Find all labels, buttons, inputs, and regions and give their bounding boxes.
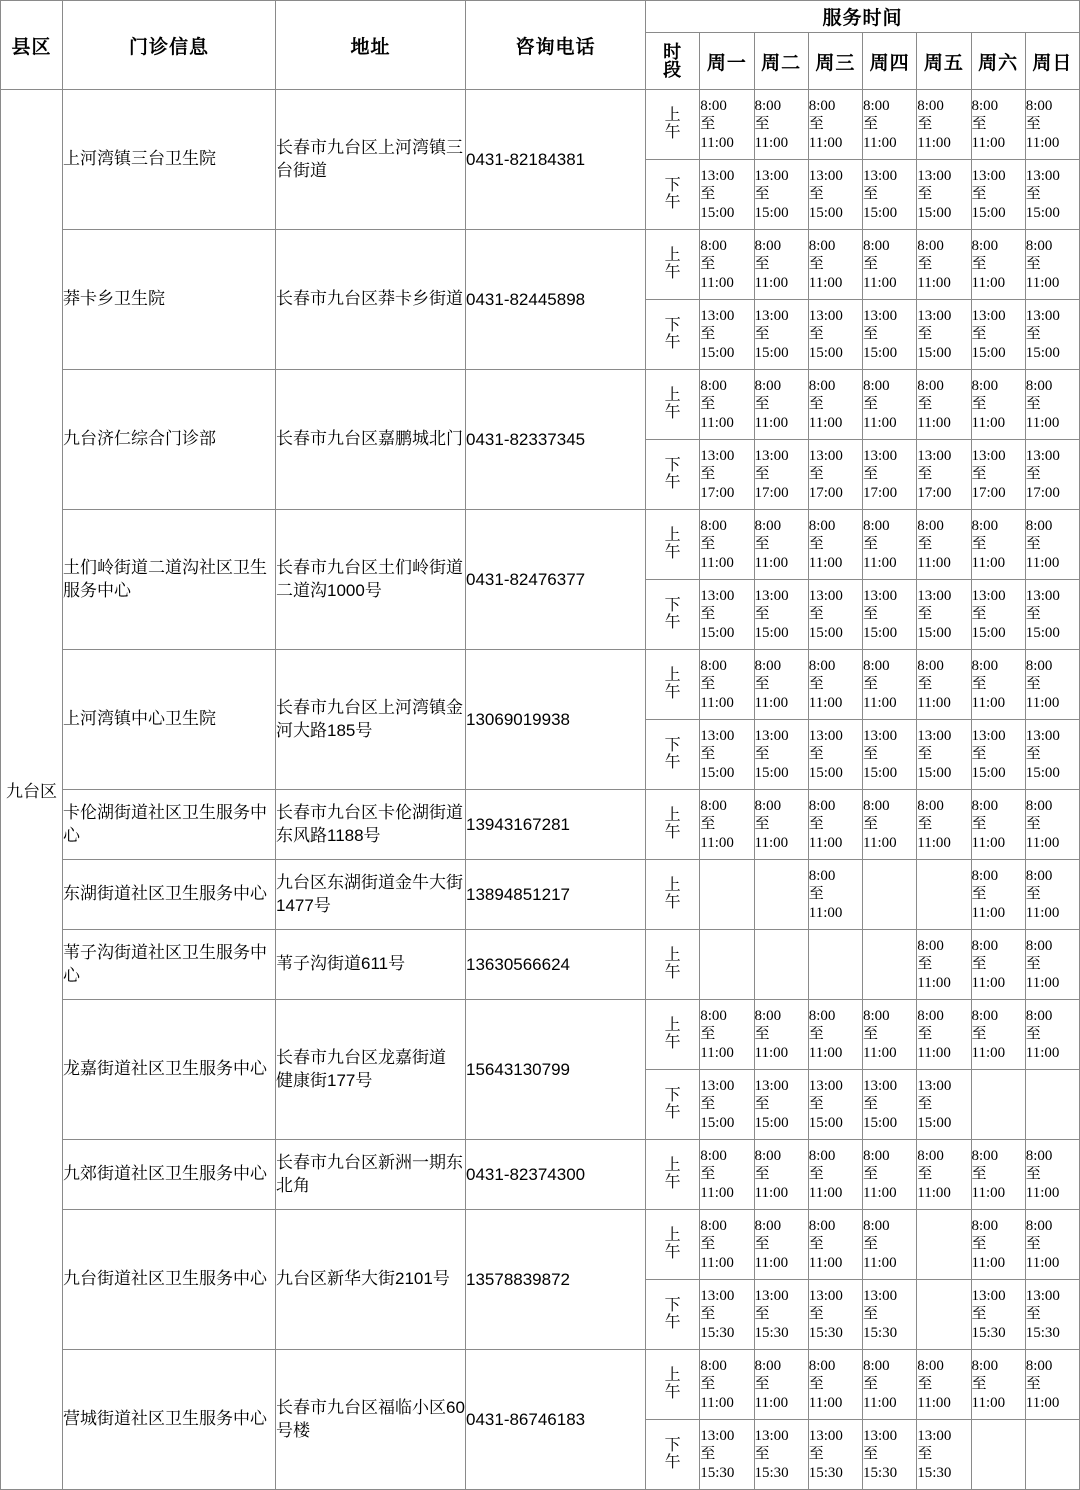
time-slot-cell: 13:00 至 15:00 <box>971 300 1025 370</box>
time-slot-cell: 8:00 至 11:00 <box>700 1210 754 1280</box>
time-slot-cell: 13:00 至 15:00 <box>863 580 917 650</box>
time-slot-cell: 13:00 至 15:30 <box>700 1420 754 1490</box>
time-slot-cell: 8:00 至 11:00 <box>971 90 1025 160</box>
time-slot-cell: 8:00 至 11:00 <box>808 1000 862 1070</box>
time-slot-cell: 8:00 至 11:00 <box>700 1140 754 1210</box>
address-cell: 苇子沟街道611号 <box>276 930 466 1000</box>
table-header <box>1 1 1080 90</box>
time-slot-cell-empty <box>700 930 754 1000</box>
period-label-cell: 上 午 <box>646 90 700 160</box>
column-header-address: 地址 <box>276 1 466 90</box>
time-slot-cell: 8:00 至 11:00 <box>1025 510 1079 580</box>
time-slot-cell: 8:00 至 11:00 <box>1025 370 1079 440</box>
column-header-day-7: 周日 <box>1025 33 1079 90</box>
time-slot-cell: 8:00 至 11:00 <box>754 650 808 720</box>
time-slot-cell-empty <box>1025 1070 1079 1140</box>
time-slot-cell: 13:00 至 15:00 <box>808 1070 862 1140</box>
time-slot-cell: 8:00 至 11:00 <box>863 790 917 860</box>
time-slot-cell: 13:00 至 15:30 <box>808 1420 862 1490</box>
time-slot-cell: 8:00 至 11:00 <box>808 90 862 160</box>
time-slot-cell-empty <box>971 1420 1025 1490</box>
time-slot-cell: 8:00 至 11:00 <box>1025 90 1079 160</box>
time-slot-cell-empty <box>917 860 971 930</box>
time-slot-cell: 8:00 至 11:00 <box>917 1000 971 1070</box>
time-slot-cell: 8:00 至 11:00 <box>1025 1140 1079 1210</box>
time-slot-cell: 13:00 至 15:00 <box>754 160 808 230</box>
period-label-cell: 下 午 <box>646 160 700 230</box>
time-slot-cell: 8:00 至 11:00 <box>1025 1210 1079 1280</box>
time-slot-cell: 13:00 至 17:00 <box>808 440 862 510</box>
time-slot-cell: 8:00 至 11:00 <box>808 510 862 580</box>
table-row <box>1 1350 1080 1420</box>
district-cell: 九台区 <box>1 90 63 1490</box>
clinic-name-cell: 卡伦湖街道社区卫生服务中心 <box>63 790 276 860</box>
time-slot-cell: 13:00 至 15:00 <box>917 1070 971 1140</box>
clinic-name-cell: 九郊街道社区卫生服务中心 <box>63 1140 276 1210</box>
address-cell: 长春市九台区上河湾镇金河大路185号 <box>276 650 466 790</box>
time-slot-cell: 8:00 至 11:00 <box>917 370 971 440</box>
clinic-name-cell: 九台街道社区卫生服务中心 <box>63 1210 276 1350</box>
time-slot-cell: 13:00 至 15:00 <box>971 160 1025 230</box>
column-header-day-5: 周五 <box>917 33 971 90</box>
time-slot-cell: 8:00 至 11:00 <box>1025 230 1079 300</box>
time-slot-cell: 13:00 至 15:00 <box>1025 300 1079 370</box>
time-slot-cell: 8:00 至 11:00 <box>917 1140 971 1210</box>
time-slot-cell: 8:00 至 11:00 <box>754 1210 808 1280</box>
address-cell: 长春市九台区卡伦湖街道东风路1188号 <box>276 790 466 860</box>
time-slot-cell: 13:00 至 15:00 <box>863 300 917 370</box>
time-slot-cell: 13:00 至 17:00 <box>754 440 808 510</box>
time-slot-cell: 13:00 至 15:30 <box>754 1420 808 1490</box>
phone-cell: 13894851217 <box>466 860 646 930</box>
phone-cell: 0431-82184381 <box>466 90 646 230</box>
time-slot-cell: 8:00 至 11:00 <box>700 790 754 860</box>
time-slot-cell: 8:00 至 11:00 <box>863 650 917 720</box>
time-slot-cell: 8:00 至 11:00 <box>971 650 1025 720</box>
time-slot-cell: 8:00 至 11:00 <box>971 1000 1025 1070</box>
time-slot-cell: 13:00 至 15:00 <box>808 300 862 370</box>
time-slot-cell: 13:00 至 15:00 <box>808 160 862 230</box>
time-slot-cell-empty <box>917 1280 971 1350</box>
time-slot-cell: 13:00 至 15:00 <box>754 580 808 650</box>
time-slot-cell: 13:00 至 15:00 <box>700 720 754 790</box>
time-slot-cell: 8:00 至 11:00 <box>971 370 1025 440</box>
clinic-name-cell: 九台济仁综合门诊部 <box>63 370 276 510</box>
time-slot-cell: 13:00 至 15:00 <box>754 1070 808 1140</box>
period-header-char: 段 <box>663 60 683 80</box>
phone-cell: 13943167281 <box>466 790 646 860</box>
address-cell: 长春市九台区新洲一期东北角 <box>276 1140 466 1210</box>
time-slot-cell: 8:00 至 11:00 <box>1025 1350 1079 1420</box>
column-header-clinic: 门诊信息 <box>63 1 276 90</box>
time-slot-cell: 8:00 至 11:00 <box>1025 860 1079 930</box>
time-slot-cell: 8:00 至 11:00 <box>971 1140 1025 1210</box>
period-label-cell: 上 午 <box>646 1210 700 1280</box>
time-slot-cell: 13:00 至 15:00 <box>700 580 754 650</box>
time-slot-cell-empty <box>863 860 917 930</box>
time-slot-cell: 8:00 至 11:00 <box>917 230 971 300</box>
time-slot-cell: 8:00 至 11:00 <box>863 1210 917 1280</box>
address-cell: 九台区新华大街2101号 <box>276 1210 466 1350</box>
time-slot-cell: 8:00 至 11:00 <box>1025 1000 1079 1070</box>
column-header-day-3: 周三 <box>808 33 862 90</box>
column-header-service-time: 服务时间 <box>646 1 1080 33</box>
clinic-name-cell: 苇子沟街道社区卫生服务中心 <box>63 930 276 1000</box>
period-label-cell: 上 午 <box>646 650 700 720</box>
table-row <box>1 510 1080 580</box>
clinic-name-cell: 龙嘉街道社区卫生服务中心 <box>63 1000 276 1140</box>
time-slot-cell: 13:00 至 15:00 <box>754 300 808 370</box>
address-cell: 长春市九台区嘉鹏城北门 <box>276 370 466 510</box>
time-slot-cell: 13:00 至 15:00 <box>863 720 917 790</box>
clinic-name-cell: 莽卡乡卫生院 <box>63 230 276 370</box>
time-slot-cell: 8:00 至 11:00 <box>808 230 862 300</box>
time-slot-cell: 8:00 至 11:00 <box>754 90 808 160</box>
time-slot-cell: 8:00 至 11:00 <box>917 1350 971 1420</box>
phone-cell: 0431-82337345 <box>466 370 646 510</box>
time-slot-cell: 8:00 至 11:00 <box>754 1350 808 1420</box>
time-slot-cell: 13:00 至 17:00 <box>1025 440 1079 510</box>
period-label-cell: 下 午 <box>646 1280 700 1350</box>
time-slot-cell-empty <box>808 930 862 1000</box>
column-header-period <box>646 33 700 90</box>
table-row <box>1 1140 1080 1210</box>
time-slot-cell: 8:00 至 11:00 <box>700 650 754 720</box>
time-slot-cell: 8:00 至 11:00 <box>808 790 862 860</box>
table-body <box>1 90 1080 1490</box>
period-label-cell: 上 午 <box>646 1140 700 1210</box>
time-slot-cell-empty <box>754 860 808 930</box>
phone-cell: 0431-82476377 <box>466 510 646 650</box>
time-slot-cell: 8:00 至 11:00 <box>917 790 971 860</box>
address-cell: 长春市九台区龙嘉街道 健康街177号 <box>276 1000 466 1140</box>
time-slot-cell: 8:00 至 11:00 <box>808 370 862 440</box>
time-slot-cell-empty <box>1025 1420 1079 1490</box>
time-slot-cell: 8:00 至 11:00 <box>808 1350 862 1420</box>
time-slot-cell: 13:00 至 17:00 <box>700 440 754 510</box>
period-header-char: 时 <box>663 42 683 62</box>
column-header-day-2: 周二 <box>754 33 808 90</box>
time-slot-cell: 13:00 至 15:00 <box>1025 580 1079 650</box>
period-label-cell: 上 午 <box>646 790 700 860</box>
time-slot-cell: 13:00 至 15:00 <box>971 580 1025 650</box>
time-slot-cell: 8:00 至 11:00 <box>754 510 808 580</box>
time-slot-cell: 8:00 至 11:00 <box>1025 930 1079 1000</box>
time-slot-cell: 8:00 至 11:00 <box>971 930 1025 1000</box>
time-slot-cell: 8:00 至 11:00 <box>700 90 754 160</box>
table-row <box>1 230 1080 300</box>
time-slot-cell: 13:00 至 17:00 <box>917 440 971 510</box>
time-slot-cell-empty <box>754 930 808 1000</box>
time-slot-cell: 8:00 至 11:00 <box>754 370 808 440</box>
time-slot-cell: 8:00 至 11:00 <box>808 650 862 720</box>
period-label-cell: 下 午 <box>646 720 700 790</box>
time-slot-cell: 13:00 至 15:30 <box>863 1420 917 1490</box>
time-slot-cell: 8:00 至 11:00 <box>971 1210 1025 1280</box>
time-slot-cell: 8:00 至 11:00 <box>863 510 917 580</box>
time-slot-cell: 8:00 至 11:00 <box>808 1210 862 1280</box>
clinic-name-cell: 上河湾镇中心卫生院 <box>63 650 276 790</box>
period-label-cell: 上 午 <box>646 230 700 300</box>
time-slot-cell: 13:00 至 15:00 <box>917 580 971 650</box>
time-slot-cell: 8:00 至 11:00 <box>808 860 862 930</box>
time-slot-cell: 8:00 至 11:00 <box>754 1000 808 1070</box>
period-label-cell: 下 午 <box>646 1070 700 1140</box>
time-slot-cell: 8:00 至 11:00 <box>863 90 917 160</box>
time-slot-cell: 8:00 至 11:00 <box>971 790 1025 860</box>
period-label-cell: 下 午 <box>646 580 700 650</box>
phone-cell: 13069019938 <box>466 650 646 790</box>
time-slot-cell: 8:00 至 11:00 <box>700 1000 754 1070</box>
table-row <box>1 930 1080 1000</box>
time-slot-cell: 8:00 至 11:00 <box>863 230 917 300</box>
clinic-name-cell: 营城街道社区卫生服务中心 <box>63 1350 276 1490</box>
time-slot-cell: 8:00 至 11:00 <box>1025 650 1079 720</box>
address-cell: 长春市九台区上河湾镇三台街道 <box>276 90 466 230</box>
table-row <box>1 1000 1080 1070</box>
time-slot-cell: 13:00 至 15:00 <box>971 720 1025 790</box>
time-slot-cell: 8:00 至 11:00 <box>863 370 917 440</box>
time-slot-cell: 13:00 至 15:00 <box>700 300 754 370</box>
time-slot-cell: 13:00 至 15:30 <box>1025 1280 1079 1350</box>
column-header-phone: 咨询电话 <box>466 1 646 90</box>
time-slot-cell: 13:00 至 15:30 <box>700 1280 754 1350</box>
column-header-day-1: 周一 <box>700 33 754 90</box>
time-slot-cell: 13:00 至 15:00 <box>754 720 808 790</box>
time-slot-cell: 13:00 至 15:30 <box>808 1280 862 1350</box>
time-slot-cell: 13:00 至 15:00 <box>700 1070 754 1140</box>
time-slot-cell: 8:00 至 11:00 <box>754 790 808 860</box>
time-slot-cell-empty <box>971 1070 1025 1140</box>
time-slot-cell: 8:00 至 11:00 <box>863 1350 917 1420</box>
time-slot-cell: 13:00 至 15:00 <box>917 300 971 370</box>
period-label-cell: 下 午 <box>646 440 700 510</box>
time-slot-cell: 8:00 至 11:00 <box>971 1350 1025 1420</box>
period-label-cell: 上 午 <box>646 370 700 440</box>
time-slot-cell: 8:00 至 11:00 <box>863 1140 917 1210</box>
time-slot-cell: 13:00 至 15:00 <box>700 160 754 230</box>
period-label-cell: 上 午 <box>646 1350 700 1420</box>
column-header-day-4: 周四 <box>863 33 917 90</box>
period-label-cell: 上 午 <box>646 860 700 930</box>
time-slot-cell: 13:00 至 15:00 <box>863 1070 917 1140</box>
time-slot-cell: 13:00 至 15:00 <box>808 720 862 790</box>
time-slot-cell: 8:00 至 11:00 <box>917 930 971 1000</box>
clinic-name-cell: 东湖街道社区卫生服务中心 <box>63 860 276 930</box>
header-row-top <box>1 1 1080 33</box>
time-slot-cell: 8:00 至 11:00 <box>917 510 971 580</box>
time-slot-cell: 8:00 至 11:00 <box>917 650 971 720</box>
time-slot-cell: 8:00 至 11:00 <box>700 370 754 440</box>
table-row <box>1 650 1080 720</box>
time-slot-cell: 13:00 至 15:30 <box>754 1280 808 1350</box>
clinic-name-cell: 上河湾镇三台卫生院 <box>63 90 276 230</box>
time-slot-cell: 8:00 至 11:00 <box>700 510 754 580</box>
time-slot-cell: 13:00 至 15:30 <box>863 1280 917 1350</box>
time-slot-cell: 13:00 至 15:30 <box>971 1280 1025 1350</box>
phone-cell: 13630566624 <box>466 930 646 1000</box>
period-label-cell: 下 午 <box>646 1420 700 1490</box>
time-slot-cell-empty <box>863 930 917 1000</box>
time-slot-cell: 13:00 至 17:00 <box>863 440 917 510</box>
time-slot-cell-empty <box>917 1210 971 1280</box>
time-slot-cell: 8:00 至 11:00 <box>971 510 1025 580</box>
time-slot-cell: 13:00 至 15:30 <box>917 1420 971 1490</box>
phone-cell: 15643130799 <box>466 1000 646 1140</box>
table-row <box>1 90 1080 160</box>
time-slot-cell: 13:00 至 15:00 <box>1025 720 1079 790</box>
time-slot-cell: 13:00 至 17:00 <box>971 440 1025 510</box>
time-slot-cell: 13:00 至 15:00 <box>917 160 971 230</box>
time-slot-cell: 8:00 至 11:00 <box>700 230 754 300</box>
address-cell: 长春市九台区土们岭街道二道沟1000号 <box>276 510 466 650</box>
table-row <box>1 860 1080 930</box>
period-label-cell: 上 午 <box>646 510 700 580</box>
time-slot-cell: 8:00 至 11:00 <box>971 860 1025 930</box>
time-slot-cell: 8:00 至 11:00 <box>917 90 971 160</box>
time-slot-cell: 8:00 至 11:00 <box>863 1000 917 1070</box>
time-slot-cell: 8:00 至 11:00 <box>754 1140 808 1210</box>
time-slot-cell: 8:00 至 11:00 <box>971 230 1025 300</box>
column-header-day-6: 周六 <box>971 33 1025 90</box>
period-label-cell: 上 午 <box>646 930 700 1000</box>
table-row <box>1 370 1080 440</box>
address-cell: 九台区东湖街道金牛大街1477号 <box>276 860 466 930</box>
time-slot-cell: 8:00 至 11:00 <box>808 1140 862 1210</box>
phone-cell: 0431-82374300 <box>466 1140 646 1210</box>
time-slot-cell: 13:00 至 15:00 <box>863 160 917 230</box>
time-slot-cell: 13:00 至 15:00 <box>808 580 862 650</box>
column-header-district: 县区 <box>1 1 63 90</box>
phone-cell: 0431-86746183 <box>466 1350 646 1490</box>
clinic-name-cell: 土们岭街道二道沟社区卫生服务中心 <box>63 510 276 650</box>
time-slot-cell: 8:00 至 11:00 <box>754 230 808 300</box>
period-label-cell: 上 午 <box>646 1000 700 1070</box>
time-slot-cell: 8:00 至 11:00 <box>1025 790 1079 860</box>
time-slot-cell: 13:00 至 15:00 <box>1025 160 1079 230</box>
time-slot-cell: 13:00 至 15:00 <box>917 720 971 790</box>
time-slot-cell: 8:00 至 11:00 <box>700 1350 754 1420</box>
phone-cell: 13578839872 <box>466 1210 646 1350</box>
table-row <box>1 1210 1080 1280</box>
time-slot-cell-empty <box>700 860 754 930</box>
phone-cell: 0431-82445898 <box>466 230 646 370</box>
period-label-cell: 下 午 <box>646 300 700 370</box>
address-cell: 长春市九台区福临小区60号楼 <box>276 1350 466 1490</box>
address-cell: 长春市九台区莽卡乡街道 <box>276 230 466 370</box>
table-row <box>1 790 1080 860</box>
